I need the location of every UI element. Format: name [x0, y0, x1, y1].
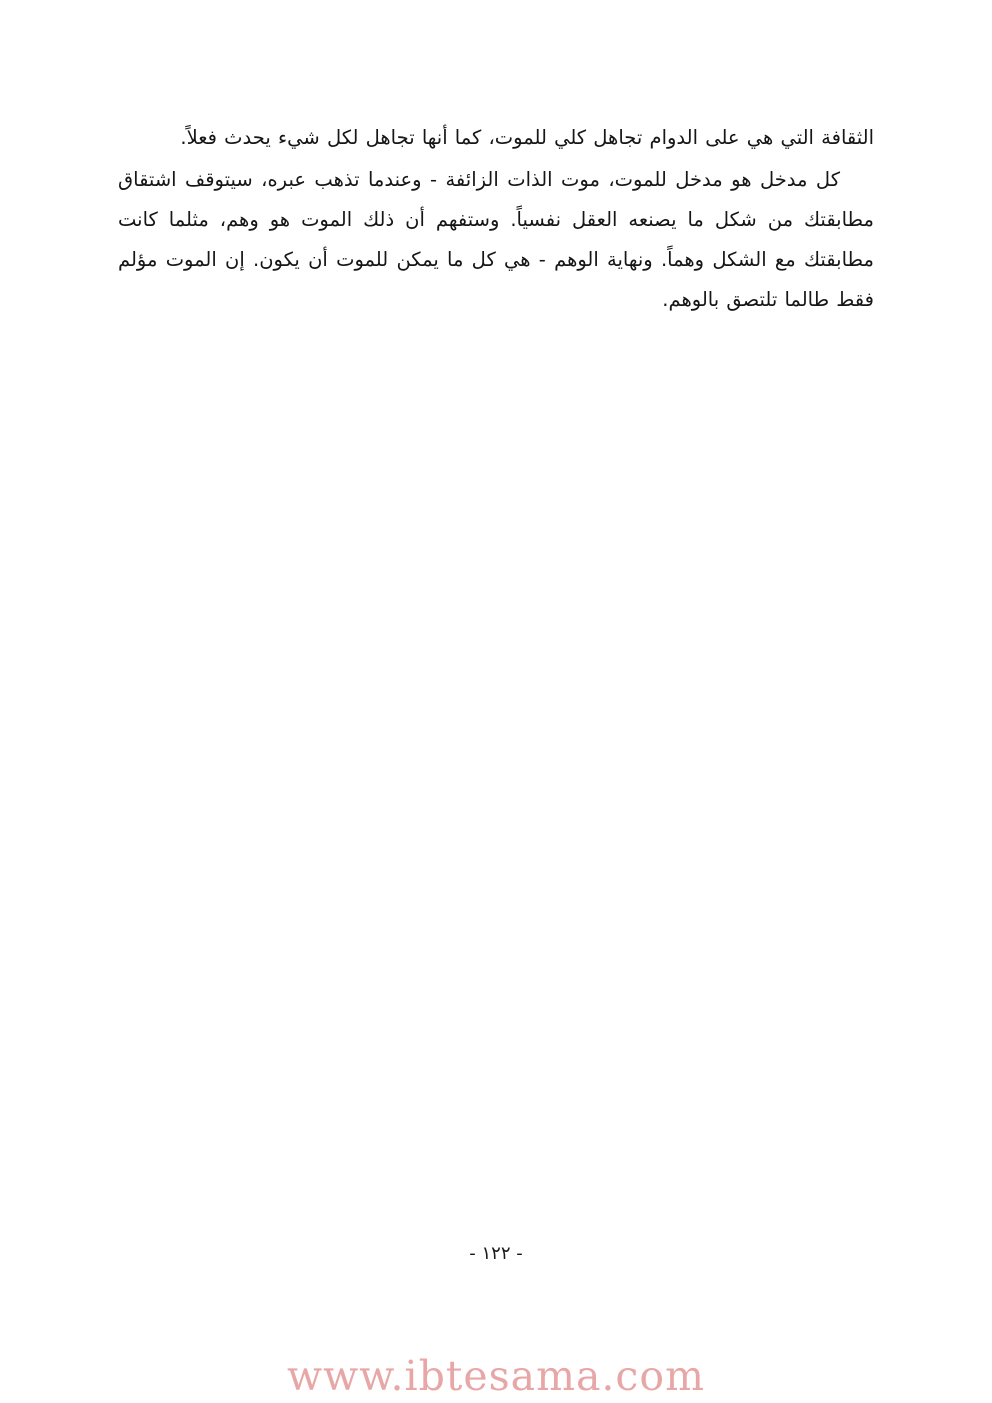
paragraph-2: كل مدخل هو مدخل للموت، موت الذات الزائفة - وعندما تذهب عبره، سيتوقف اشتقاق مطابقتك من شكل ما يصنعه العقل نفسياً. وستفهم أن ذلك الموت هو وهم، مثلما كانت مطابقتك مع الشكل وهماً. ونهاية الوهم - هي كل ما يمكن للموت أن يكون. إن الموت مؤلم فقط طالما تلتصق بالوهم.	[118, 168, 874, 311]
paragraph-1: الثقافة التي هي على الدوام تجاهل كلي للموت، كما أنها تجاهل لكل شيء يحدث فعلاً.	[180, 126, 874, 149]
watermark: www.ibtesama.com	[287, 1352, 705, 1400]
page-number: - ١٢٢ -	[469, 1243, 523, 1264]
body-text	[118, 118, 874, 322]
